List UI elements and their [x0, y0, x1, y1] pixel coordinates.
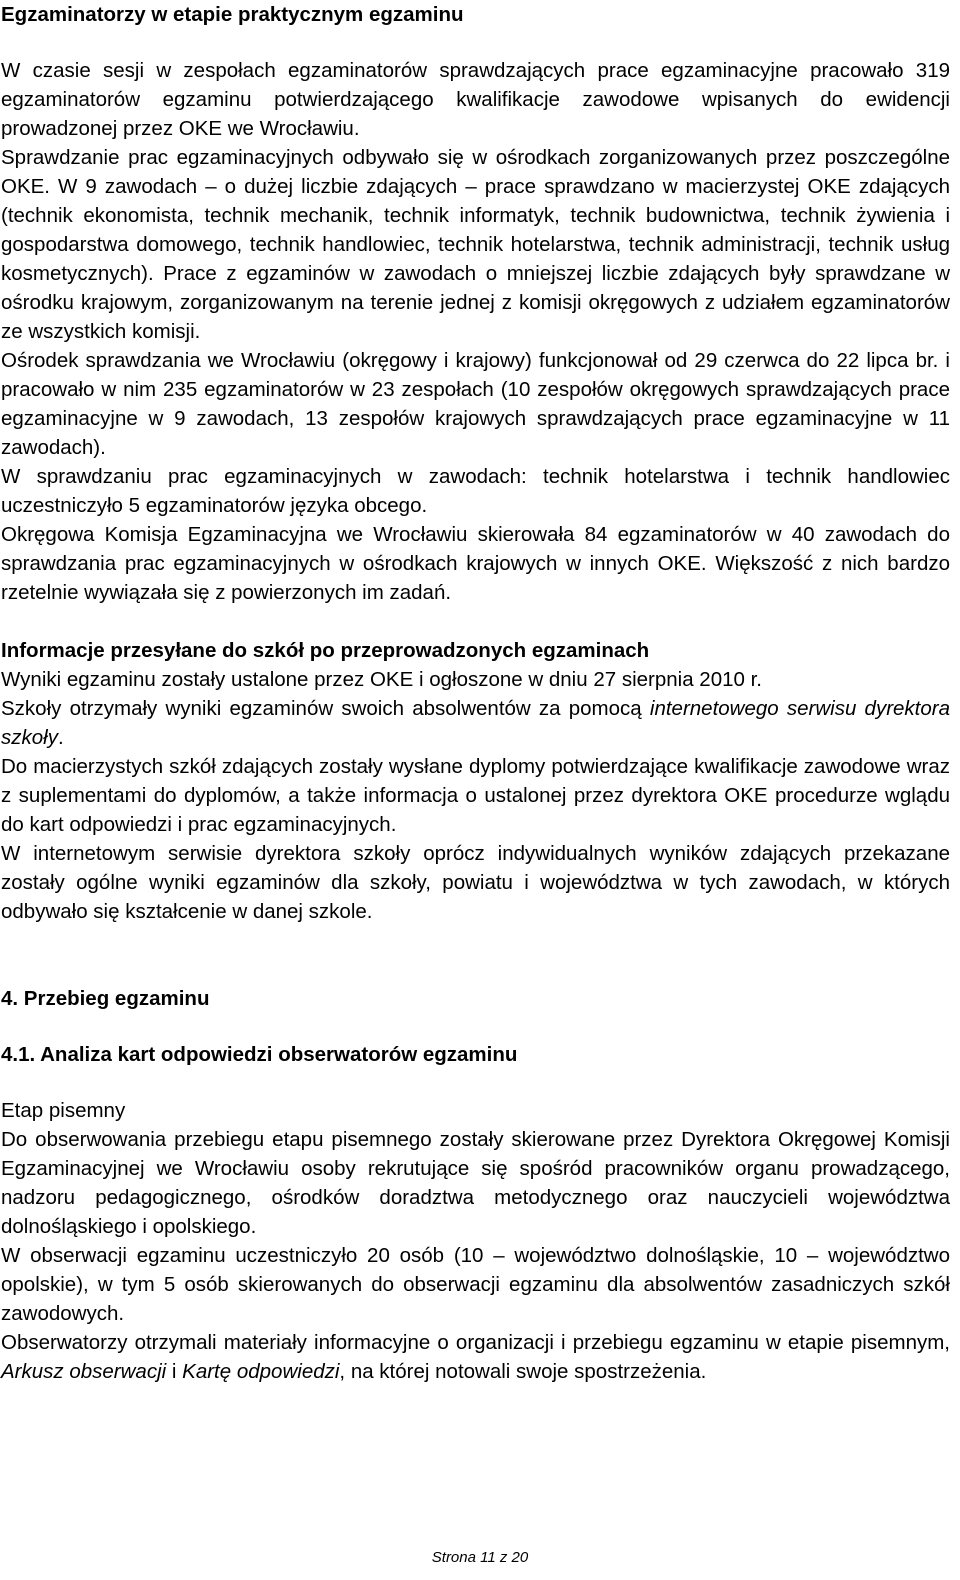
section-heading-school-info: Informacje przesyłane do szkół po przeprowadzonych egzaminach — [1, 639, 650, 662]
spacer — [1, 1013, 950, 1040]
text: . — [57, 726, 64, 749]
subchapter-heading: 4.1. Analiza kart odpowiedzi obserwatorów egzaminu — [1, 1043, 518, 1066]
subsection-heading-etap: Etap pisemny — [1, 1099, 126, 1122]
spacer — [1, 926, 950, 984]
paragraph — [1, 694, 950, 752]
paragraph: W sprawdzaniu prac egzaminacyjnych w zawodach: technik hotelarstwa i technik handlowiec uczestniczyło 5 egzaminatorów języka obcego. — [1, 465, 950, 517]
text: Obserwatorzy otrzymali materiały informacyjne o organizacji i przebiegu egzaminu w etapie pisemnym, — [1, 1331, 950, 1354]
paragraph: Okręgowa Komisja Egzaminacyjna we Wrocławiu skierowała 84 egzaminatorów w 40 zawodach do sprawdzania prac egzaminacyjnych w ośrodkach krajowych w innych OKE. Większość z nich bardzo rzetelnie wywiązała się z powierzonych im zadań. — [1, 523, 950, 604]
paragraph: Ośrodek sprawdzania we Wrocławiu (okręgowy i krajowy) funkcjonował od 29 czerwca do 22 lipca br. i pracowało w nim 235 egzaminatorów w 23 zespołach (10 zespołów okręgowych sprawdzających prace egzaminacyjne w 9 zawodach, 13 zespołów krajowych sprawdzających prace egzaminacyjne w 11 zawodach). — [1, 349, 950, 459]
document-content — [1, 0, 950, 1386]
paragraph: W internetowym serwisie dyrektora szkoły oprócz indywidualnych wyników zdających przekazane zostały ogólne wyniki egzaminów dla szkoły, powiatu i województwa w tych zawodach, w których odbywało się kształcenie w danej szkole. — [1, 842, 950, 923]
spacer — [1, 29, 950, 56]
paragraph: Do obserwowania przebiegu etapu pisemnego zostały skierowane przez Dyrektora Okręgowej Komisji Egzaminacyjnej we Wrocławiu osoby rekrutujące się spośród pracowników organu prowadzącego, nadzoru pedagogicznego, ośrodków doradztwa metodycznego oraz nauczycieli województwa dolnośląskiego i opolskiego. — [1, 1128, 950, 1238]
section-heading-examiners: Egzaminatorzy w etapie praktycznym egzaminu — [1, 3, 464, 26]
paragraph: W obserwacji egzaminu uczestniczyło 20 osób (10 – województwo dolnośląskie, 10 – województwo opolskie), w tym 5 osób skierowanych do obserwacji egzaminu dla absolwentów zasadniczych szkół zawodowych. — [1, 1244, 950, 1325]
emphasis-text: Kartę odpowiedzi — [182, 1360, 340, 1383]
paragraph: Do macierzystych szkół zdających zostały wysłane dyplomy potwierdzające kwalifikacje zawodowe wraz z suplementami do dyplomów, a także informacja o ustalonej przez dyrektora OKE procedurze wglądu do kart odpowiedzi i prac egzaminacyjnych. — [1, 755, 950, 836]
text: Szkoły otrzymały wyniki egzaminów swoich absolwentów za pomocą — [1, 697, 650, 720]
text: i — [166, 1360, 183, 1383]
paragraph — [1, 1328, 950, 1386]
paragraph: W czasie sesji w zespołach egzaminatorów sprawdzających prace egzaminacyjne pracowało 319 egzaminatorów egzaminu potwierdzającego kwalifikacje zawodowe wpisanych do ewidencji prowadzonej przez OKE we Wrocławiu. — [1, 59, 950, 140]
page-number: Strona 11 z 20 — [431, 1549, 529, 1566]
emphasis-text: internetowego serwisu dyrektora szkoły — [1, 697, 950, 749]
spacer — [1, 607, 950, 636]
emphasis-text: Arkusz obserwacji — [1, 1360, 167, 1383]
chapter-heading: 4. Przebieg egzaminu — [1, 987, 210, 1010]
spacer — [1, 1069, 950, 1096]
text: , na której notowali swoje spostrzeżenia. — [339, 1360, 707, 1383]
paragraph: Wyniki egzaminu zostały ustalone przez OKE i ogłoszone w dniu 27 sierpnia 2010 r. — [1, 668, 763, 691]
paragraph: Sprawdzanie prac egzaminacyjnych odbywało się w ośrodkach zorganizowanych przez poszczególne OKE. W 9 zawodach – o dużej liczbie zdających – prace sprawdzano w macierzystej OKE zdających (technik ekonomista, technik mechanik, technik informatyk, technik budownictwa, technik żywienia i gospodarstwa domowego, technik handlowiec, technik hotelarstwa, technik administracji, technik usług kosmetycznych). Prace z egzaminów w zawodach o mniejszej liczbie zdających były sprawdzane w ośrodku krajowym, zorganizowanym na terenie jednej z komisji okręgowych z udziałem egzaminatorów ze wszystkich komisji. — [1, 146, 950, 343]
